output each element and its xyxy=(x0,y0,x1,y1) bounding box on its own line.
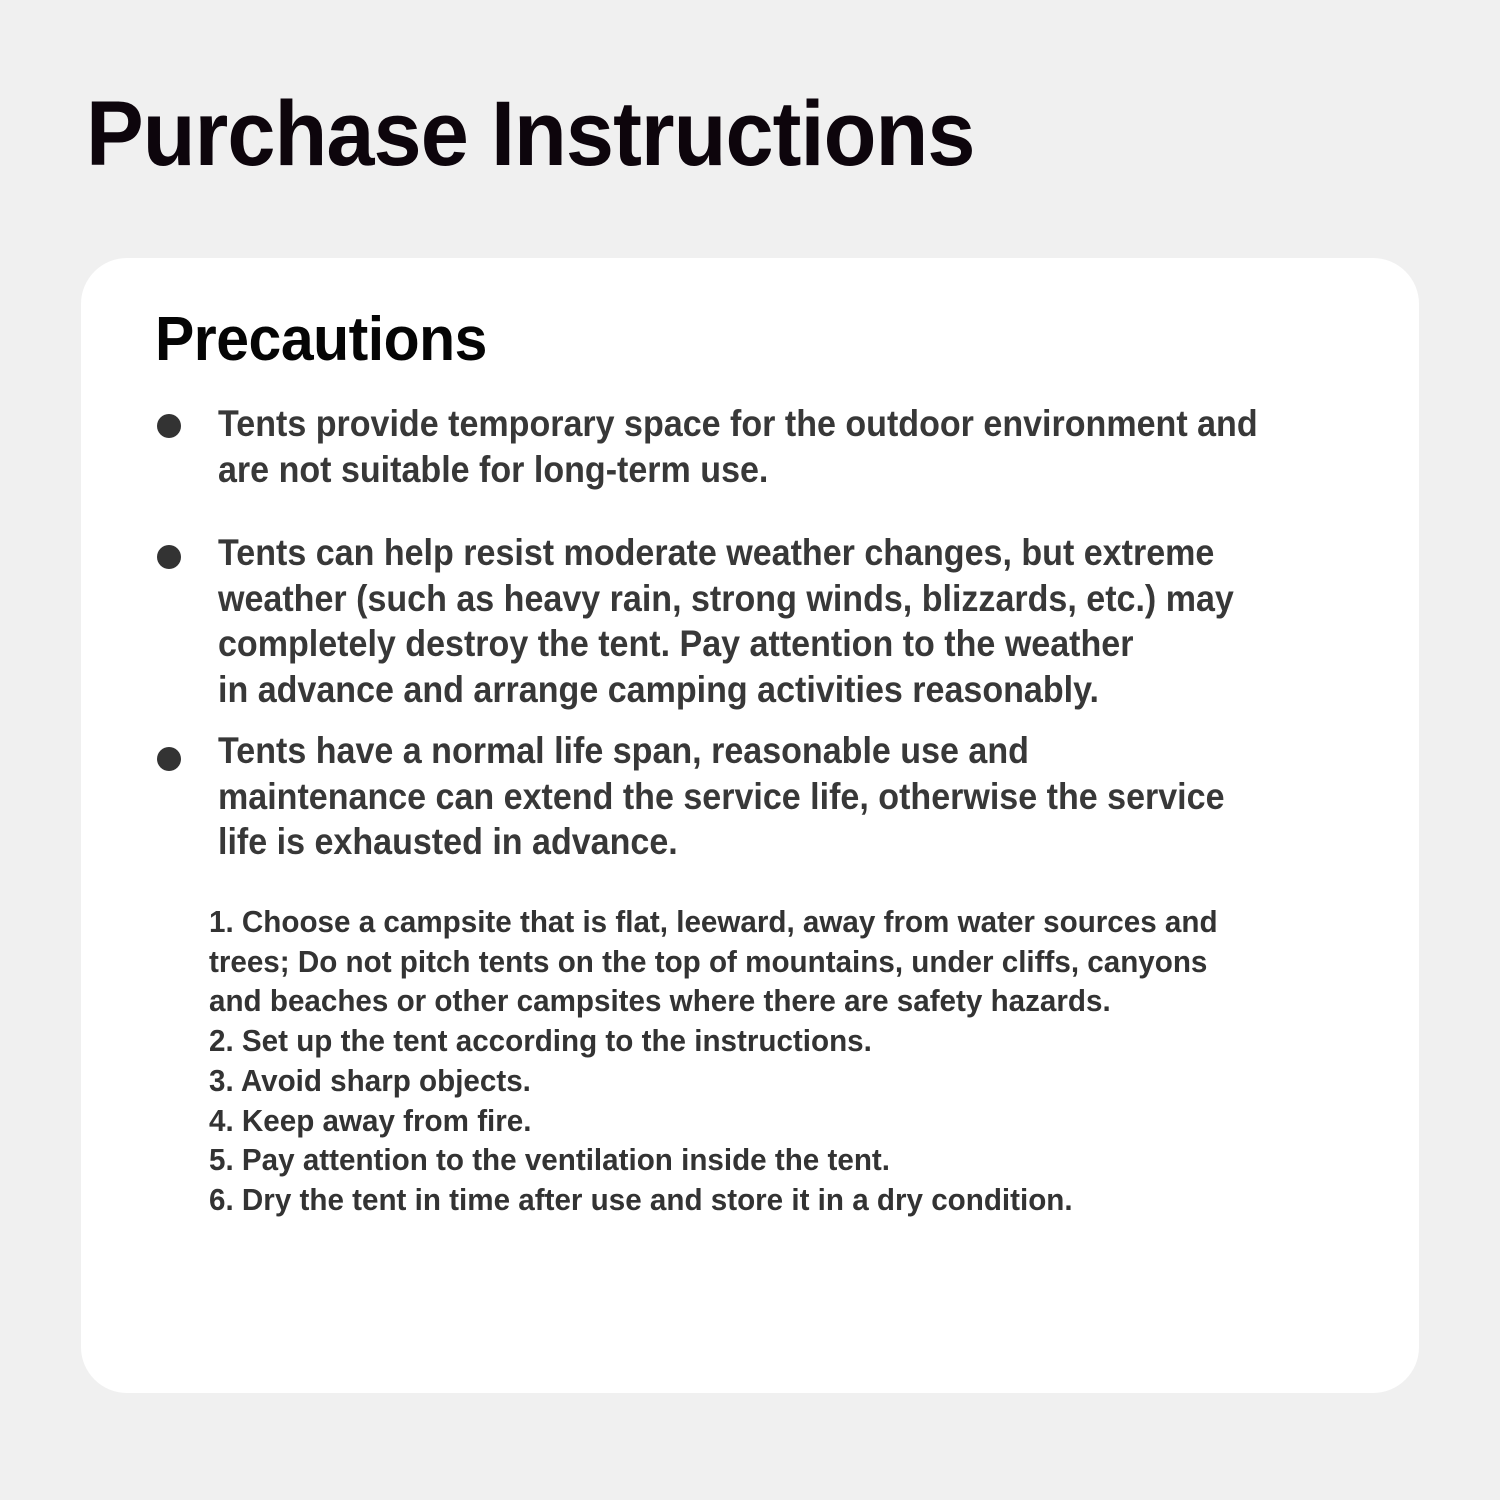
step-item: 6. Dry the tent in time after use and store it in a dry condition. xyxy=(209,1181,1073,1217)
bullet-dot-icon xyxy=(157,414,181,438)
bullet-dot-icon xyxy=(157,747,181,771)
step-item: 5. Pay attention to the ventilation inside the tent. xyxy=(209,1142,890,1178)
step-item: 3. Avoid sharp objects. xyxy=(209,1062,531,1098)
step-item: 4. Keep away from fire. xyxy=(209,1102,532,1138)
bullet-text: Tents can help resist moderate weather changes, but extreme weather (such as heavy rain, strong winds, blizzards, etc.) may completely destroy the tent. Pay attention to the weather in advance and arrange camping activities reasonably. xyxy=(218,532,1234,710)
precautions-card xyxy=(81,258,1419,1393)
step-item: 1. Choose a campsite that is flat, leeward, away from water sources and trees; Do not pitch tents on the top of mountains, under cliffs, canyons and beaches or other campsites where there are safety hazards. xyxy=(209,904,1218,1019)
step-item: 2. Set up the tent according to the instructions. xyxy=(209,1023,872,1059)
care-steps-list xyxy=(209,902,1389,1220)
bullet-text: Tents have a normal life span, reasonable use and maintenance can extend the service life, otherwise the service life is exhausted in advance. xyxy=(218,730,1225,862)
bullet-dot-icon xyxy=(157,545,181,569)
section-title: Precautions xyxy=(155,305,487,374)
page-title: Purchase Instructions xyxy=(86,83,975,185)
bullet-text: Tents provide temporary space for the outdoor environment and are not suitable for long-term use. xyxy=(218,403,1258,490)
